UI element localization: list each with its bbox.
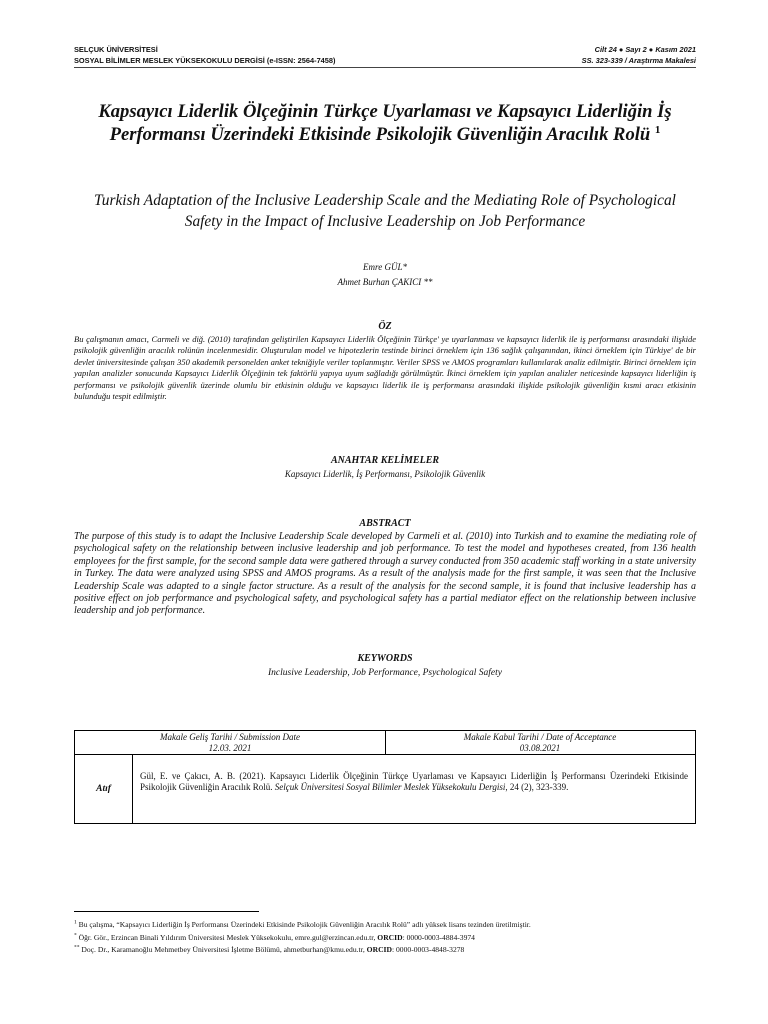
citation-text xyxy=(140,771,688,793)
author-2 xyxy=(74,277,696,288)
footnote-divider xyxy=(74,911,259,912)
keywords-en-heading: KEYWORDS xyxy=(357,653,413,664)
journal-name: SOSYAL BİLİMLER MESLEK YÜKSEKOKULU DERGİSİ (e-ISSN: 2564-7458) xyxy=(74,56,336,65)
submission-label: Makale Geliş Tarihi / Submission Date xyxy=(160,732,300,742)
issue-info: Cilt 24 ● Sayı 2 ● Kasım 2021 xyxy=(594,45,696,54)
page-range: SS. 323-339 / Araştırma Makalesi xyxy=(581,56,696,65)
submission-cell xyxy=(75,732,385,753)
footnote-3 xyxy=(74,945,714,955)
footnote-2-orcid: : 0000-0003-4884-3974 xyxy=(402,933,475,942)
keywords-en-text: Inclusive Leadership, Job Performance, Psychological Safety xyxy=(267,668,502,678)
citation-divider xyxy=(132,754,133,823)
title-turkish xyxy=(74,101,696,146)
footnote-3-text: Doç. Dr., Karamanoğlu Mehmetbey Üniversitesi İşletme Bölümü, ahmetburhan@kmu.edu.tr, xyxy=(79,945,367,954)
header-right xyxy=(582,44,696,66)
author-1-name: Emre GÜL xyxy=(363,262,403,272)
footnote-2-orcid-label: ORCID xyxy=(377,933,403,942)
citation-main: Gül, E. ve Çakıcı, A. B. (2021). Kapsayıcı Liderlik Ölçeğinin Türkçe Uyarlaması ve Kapsayıcı Liderliğin İş Performansı Üzerindeki Etkisinde Psikolojik Güvenliğin Aracılık Rolü. xyxy=(140,771,688,792)
citation-tail: , 24 (2), 323-339. xyxy=(505,782,569,792)
abstract-text: The purpose of this study is to adapt the Inclusive Leadership Scale developed by Carmeli et al. (2010) into Turkish and to examine the mediating role of psychological safety on the relationship between inclusive leadership and job performance. To test the model and hypotheses created, from 136 health employees for the first sample, for the second sample data were gathered through a survey conducted from 350 academic staff working in a state university in Turkey. The data were analyzed using SPSS and AMOS programs. As a result of the analysis made for the first sample, it was seen that the Inclusive Leadership Scale was adapted to a single factor structure. As a result of the analysis for the second sample, it is found that inclusive leadership has a positive effect on job performance and psychological safety, and psychological safety has a partial mediator effect on the relationship between inclusive leadership and job performance. xyxy=(74,531,696,617)
footnote-1-text: Bu çalışma, “Kapsayıcı Liderliğin İş Performansı Üzerindeki Etkisinde Psikolojik Güvenliğin Aracılık Rolü” adlı yüksek lisans tezinden üretilmiştir. xyxy=(76,920,531,929)
acceptance-label: Makale Kabul Tarihi / Date of Acceptance xyxy=(463,732,617,742)
footnote-2-mark: * xyxy=(74,932,77,939)
author-1-mark: * xyxy=(402,262,407,272)
footnote-3-mark: ** xyxy=(74,944,80,951)
acceptance-cell xyxy=(385,732,695,753)
title-footnote-mark: 1 xyxy=(654,123,661,136)
oz-heading: ÖZ xyxy=(378,321,392,332)
footnote-1-mark: 1 xyxy=(74,919,77,926)
abstract-heading: ABSTRACT xyxy=(359,518,411,529)
author-2-mark: ** xyxy=(423,277,433,287)
header-divider xyxy=(74,67,696,68)
author-2-name: Ahmet Burhan ÇAKICI xyxy=(337,277,422,287)
title-english: Turkish Adaptation of the Inclusive Leadership Scale and the Mediating Role of Psychological Safety in the Impact of Inclusive Leadership on Job Performance xyxy=(94,192,676,230)
oz-text: Bu çalışmanın amacı, Carmeli ve diğ. (2010) tarafından geliştirilen Kapsayıcı Liderlik Ölçeğinin Türkçe' ye uyarlanması ve kapsayıcı liderlik ile iş performansı arasındaki ilişkide psikolojik güvenliğin aracılık rolünün incelenmesidir. Oluşturulan model ve hipotezlerin testinde birinci örneklem için 136 sağlık çalışanından, ikinci örneklem için Türkiye' de bir devlet üniversitesinde çalışan 350 akademik personelden anket tekniğiyle veriler toplanmıştır. Veriler SPSS ve AMOS programları kullanılarak analiz edilmiştir. Birinci örneklem için yapılan analizler sonucunda Kapsayıcı Liderlik Ölçeğinin tek faktörlü yapıya uyum sağladığı görülmüştür. İkinci örneklem için yapılan analizler neticesinde kapsayıcı liderliğin iş performansı ve psikolojik güvenlik üzerinde olumlu bir etkisinin olduğu ve kapsayıcı liderlik ile iş performansı arasındaki ilişkide psikolojik güvenliğin kısmi aracı etkisinin bulunduğu tespit edilmiştir. xyxy=(74,334,696,402)
citation-journal: Selçuk Üniversitesi Sosyal Bilimler Meslek Yüksekokulu Dergisi xyxy=(274,782,506,792)
title-turkish-text: Kapsayıcı Liderlik Ölçeğinin Türkçe Uyarlaması ve Kapsayıcı Liderliğin İş Performansı Üzerindeki Etkisinde Psikolojik Güvenliğin Aracılık Rolü xyxy=(98,101,672,145)
acceptance-date: 03.08.2021 xyxy=(519,742,561,753)
keywords-tr-heading: ANAHTAR KELİMELER xyxy=(330,455,440,466)
footnote-1 xyxy=(74,920,714,930)
footnote-3-orcid-label: ORCID xyxy=(366,945,392,954)
footnote-3-orcid: : 0000-0003-4848-3278 xyxy=(392,945,465,954)
submission-date: 12.03. 2021 xyxy=(208,742,252,753)
footnote-2-text: Öğr. Gör., Erzincan Binali Yıldırım Üniversitesi Meslek Yüksekokulu, emre.gul@erzincan.edu.tr, xyxy=(76,933,378,942)
author-1 xyxy=(74,262,696,273)
keywords-tr-text: Kapsayıcı Liderlik, İş Performansı, Psikolojik Güvenlik xyxy=(284,469,486,479)
header-left xyxy=(74,44,335,66)
article-first-page xyxy=(74,0,696,1024)
citation-label: Atıf xyxy=(96,783,111,794)
footnote-2 xyxy=(74,933,714,943)
article-info-table xyxy=(74,730,696,824)
dates-row xyxy=(75,731,695,755)
university-name: SELÇUK ÜNİVERSİTESİ xyxy=(74,45,158,54)
